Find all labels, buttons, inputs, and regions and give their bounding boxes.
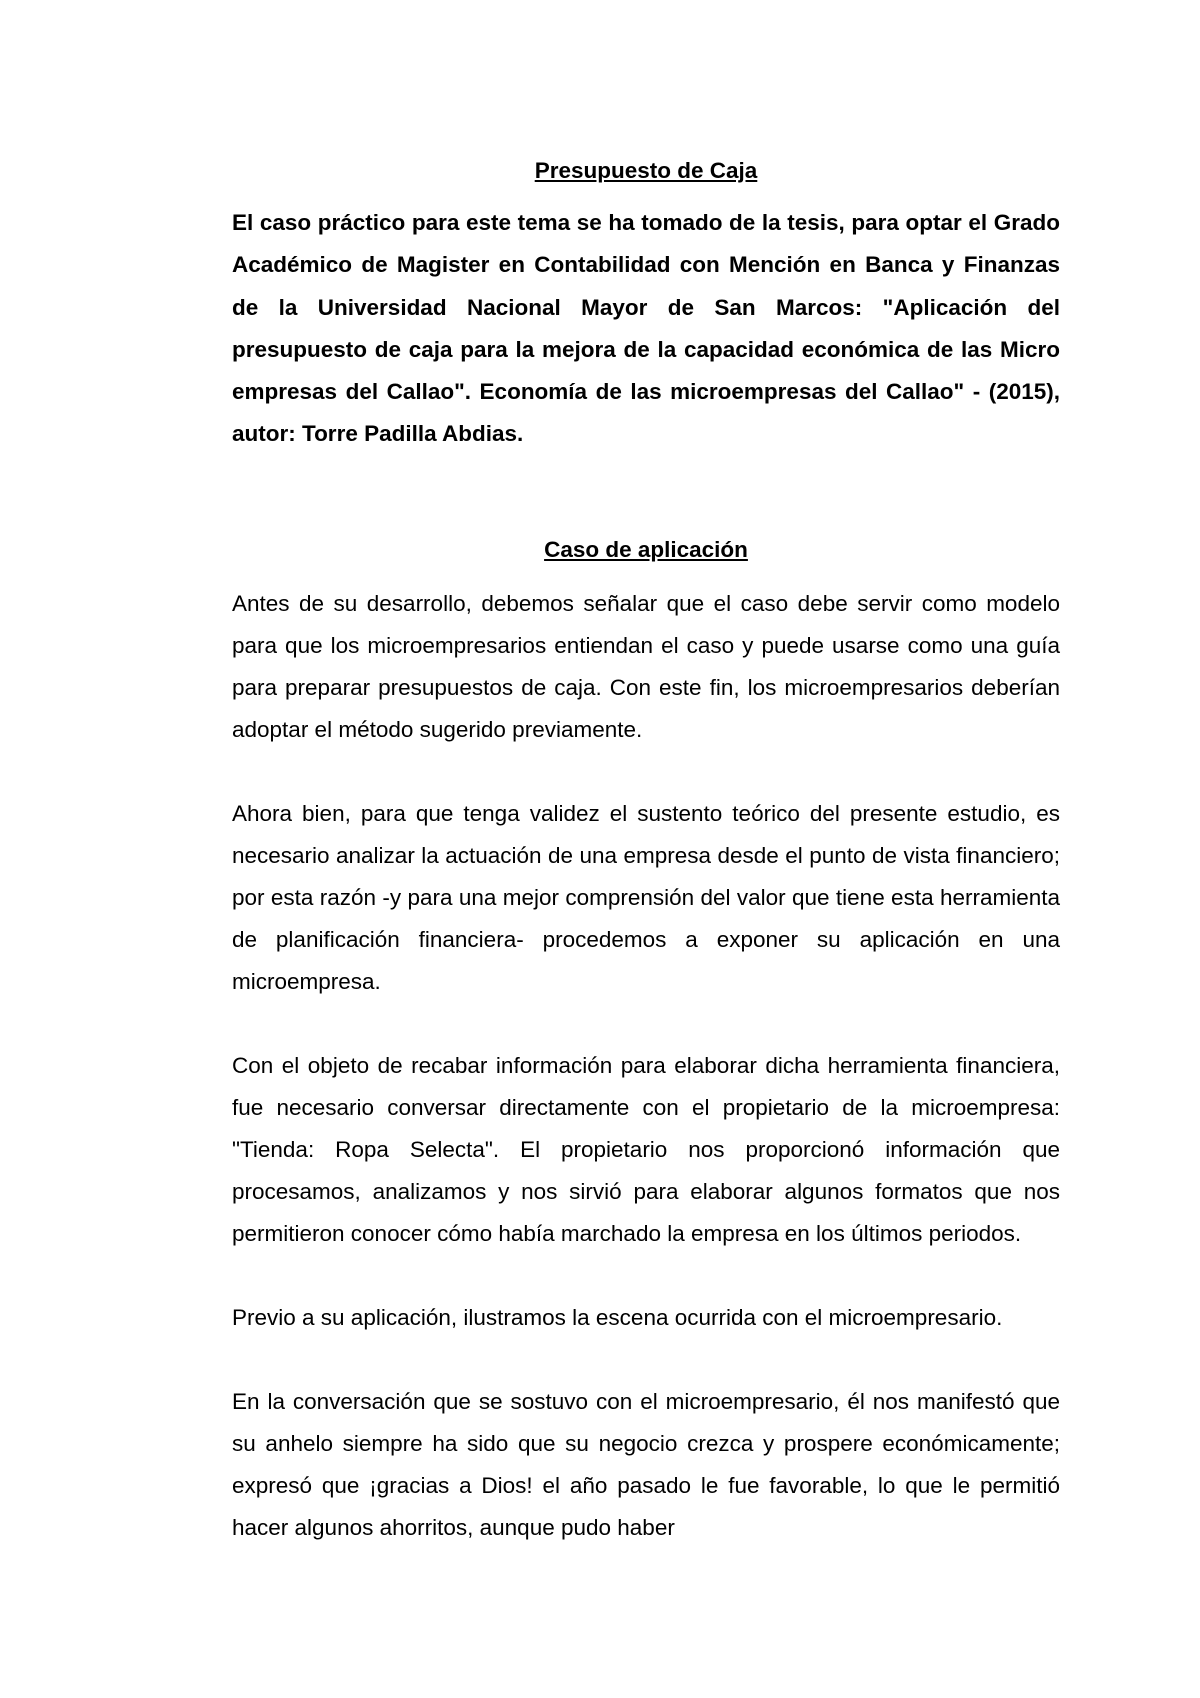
- body-paragraph: Previo a su aplicación, ilustramos la escena ocurrida con el microempresario.: [232, 1304, 1003, 1330]
- document-title: Presupuesto de Caja: [534, 158, 758, 183]
- intro-paragraph: El caso práctico para este tema se ha tomado de la tesis, para optar el Grado Académico de Magister en Contabilidad con Mención en Banca y Finanzas de la Universidad Nacional Mayor de San Marcos: "Aplicación del presupuesto de caja para la mejora de la capacidad económica de las Micro empresas del Callao". Economía de las microempresas del Callao" - (2015), autor: Torre Padilla Abdias.: [232, 210, 1060, 447]
- section-title: Caso de aplicación: [544, 536, 748, 562]
- body-paragraph: Antes de su desarrollo, debemos señalar que el caso debe servir como modelo para que los microempresarios entiendan el caso y puede usarse como una guía para preparar presupuestos de caja. Con este fin, los microempresarios deberían adoptar el método sugerido previamente.: [232, 590, 1060, 742]
- body-paragraph: Con el objeto de recabar información para elaborar dicha herramienta financiera, fue necesario conversar directamente con el propietario de la microempresa: "Tienda: Ropa Selecta". El propietario nos proporcionó información que procesamos, analizamos y nos sirvió para elaborar algunos formatos que nos permitieron conocer cómo había marchado la empresa en los últimos periodos.: [232, 1052, 1060, 1246]
- body-paragraph: En la conversación que se sostuvo con el microempresario, él nos manifestó que su anhelo siempre ha sido que su negocio crezca y prospere económicamente; expresó que ¡gracias a Dios! el año pasado le fue favorable, lo que le permitió hacer algunos ahorritos, aunque pudo haber: [232, 1388, 1060, 1540]
- body-paragraph: Ahora bien, para que tenga validez el sustento teórico del presente estudio, es necesario analizar la actuación de una empresa desde el punto de vista financiero; por esta razón -y para una mejor comprensión del valor que tiene esta herramienta de planificación financiera- procedemos a exponer su aplicación en una microempresa.: [232, 800, 1060, 994]
- page-content: [232, 150, 1060, 1549]
